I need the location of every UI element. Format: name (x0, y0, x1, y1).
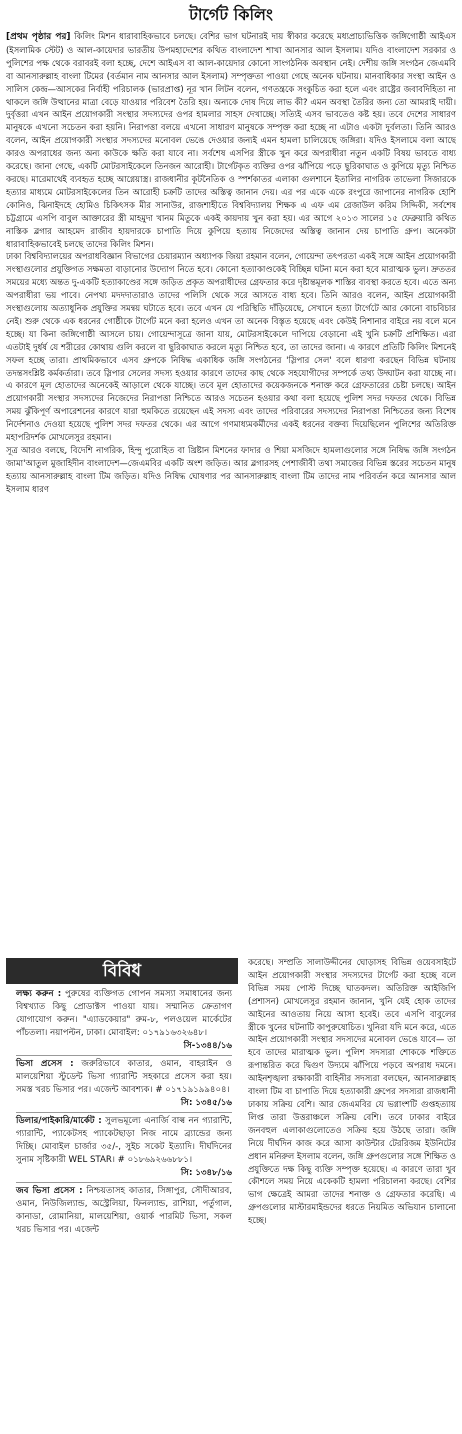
classifieds-box (6, 958, 238, 1430)
classified-ad (16, 1058, 232, 1097)
article-paragraph-3: সূত্র আরও বলছে, বিদেশি নাগরিক, হিন্দু পুরোহিত বা খ্রিষ্টান মিশনের ফাদার ও শিয়া মসজিদে হামলাগুলোর সঙ্গে নিষিদ্ধ জঙ্গি সংগঠন জামা'আতুল মুজাহিদীন বাংলাদেশ—জেএমবির একটি অংশ জড়িত। আর ব্লগারসহ পেশাজীবী তথা সমাজের বিভিন্ন স্তরের সচেতন মানুষ হত্যায় আনসারুল্লাহ বাংলা টিম জড়িত। যদিও নিষিদ্ধ ঘোষণার পর আনসারুল্লাহ বাংলা টিম তাদের নাম পরিবর্তন করে আনসার আল ইসলাম ধারণ (6, 445, 456, 494)
classifieds-header: বিবিধ (6, 958, 238, 984)
ad-text: পুরুষের ব্যক্তিগত গোপন সমস্যা সমাধানের জন্য বিশ্বখ্যাত কিছু প্রোডাক্টস পাওয়া যায়। সম্মানিত ক্রেতাগণ যোগাযোগ করুন। "এ্যাডকেয়ার" রুম-৮, পলওয়েল মার্কেটের পাঁচতলা। নয়াপল্টন, ঢাকা। মোবাইল: ০১৭৯১৬৩২৬৪৮। (16, 989, 233, 1038)
article-paragraph-2: ঢাকা বিশ্ববিদ্যালয়ের অপরাধবিজ্ঞান বিভাগের চেয়ারম্যান অধ্যাপক জিয়া রহমান বলেন, গোয়েন্দা তৎপরতা একই সঙ্গে আইন প্রয়োগকারী সংস্থাগুলোর প্রযুক্তিগত সক্ষমতা বাড়ানোর উদ্যোগ নিতে হবে। কোনো হত্যাকাণ্ডকেই বিচ্ছিন্ন ঘটনা মনে করা হবে মারাত্মক ভুল। দ্রুততর সময়ের মধ্যে অন্তত দু-একটি হত্যাকাণ্ডের সঙ্গে জড়িত প্রকৃত অপরাধীদের গ্রেফতার করে দৃষ্টান্তমূলক শাস্তির ব্যবস্থা করতে হবে। এতে অন্য অপরাধীরা ভয় পাবে। নেপথ্য মদদদাতারাও তাদের পলিসি থেকে সরে আসতে বাধ্য হবে। তিনি আরও বলেন, আইন প্রয়োগকারী সংস্থাগুলোয় অত্যাধুনিক প্রযুক্তির সমন্বয় ঘটাতে হবে। তবে এখন যে পরিস্থিতি দাঁড়িয়েছে, সেখানে হত্যা টার্গেটে আর কোনো বাচবিচার নেই। শুরু থেকে এক ধরনের গোষ্ঠীকে টার্গেট মনে করা হলেও এখন তা অনেক বিস্তৃত হয়েছে এবং কেউই নিশানার বাইরে নয় বলে মনে হচ্ছে। যা কিনা জঙ্গিগোষ্ঠী আসলে চায়। গোয়েন্দাসূত্রে জানা যায়, মোটরসাইকেলে দাপিয়ে বেড়ানো এই খুনি চক্রটি প্রশিক্ষিত। এরা এতটাই দুর্ধর্ষ যে শরীরের কোথায় গুলি করলে বা ছুরিকাঘাত করলে মৃত্যু নিশ্চিত হবে, তা তাদের জানা। এ কারণে প্রতিটি কিলিং মিশনেই সফল হচ্ছে তারা। প্রাথমিকভাবে এসব গ্রুপকে নিষিদ্ধ একাধিক জঙ্গি সংগঠনের 'স্লিপার সেল' বলে ধারণা করছেন বিভিন্ন ঘটনায় তদন্তসংশ্লিষ্ট কর্মকর্তারা। তবে স্লিপার সেলের সদস্য হওয়ার কারণে তাদের কাছ থেকে সহযোগীদের সম্পর্কে তথ্য উদ্ঘাটন করা যাচ্ছে না। এ কারণে মূল হোতাদের অনেকেই আড়ালে থেকে যাচ্ছে। তবে মূল হোতাদের কয়েকজনকে শনাক্ত করে গ্রেফতারের চেষ্টা চলছে। আইন প্রয়োগকারী সংস্থার সদস্যদের নিজেদের নিরাপত্তা নিশ্চিতে আরও সচেতন হওয়ার কথা বলা হয়েছে পুলিশ সদর দফতর থেকে। বিভিন্ন সময় ঝুঁকিপূর্ণ অপারেশনের কারণে যারা হুমকিতে রয়েছেন এই সদস্য এবং তাদের পরিবারের সদস্যদের নিরাপত্তা নিশ্চিতের জন্য বিশেষ নির্দেশনাও দেওয়া হয়েছে পুলিশ সদর দফতর থেকে। এর আগে গণমাধ্যমকর্মীদের একই ধরনের বক্তব্য দিয়েছিলেন পুলিশের অতিরিক্ত মহাপরিদর্শক মোখলেসুর রহমান। (6, 251, 456, 443)
ad-reference: সি-১৩৪৪/১৬ (183, 1041, 232, 1051)
ad-reference: সি: ১৩৪৮/১৬ (180, 1168, 232, 1178)
continued-tag: [প্রথম পৃষ্ঠার পর] (6, 32, 71, 42)
ad-title: জব ভিসা প্রসেস : (16, 1186, 83, 1196)
ad-text: নিশ্চয়তাসহ কাতার, সিঙ্গাপুর, সৌদীআরব, ওমান, নিউজিল্যান্ড, অস্ট্রেলিয়া, ফিনল্যান্ড, রাশিয়া, পর্তুগাল, কানাডা, রোমানিয়া, মালয়েশিয়া, ওয়ার্ক পারমিট ভিসা, সকল খরচ ভিসার পর। এজেন্ট (16, 1186, 233, 1235)
article-paragraph-4: করেছে। সম্প্রতি সালাউদ্দীনের ঘোড়াসহ বিভিন্ন ওয়েবসাইটে আইন প্রয়োগকারী সংস্থার সদস্যদের টার্গেট করা হচ্ছে বলে বিভিন্ন সময় পোস্ট দিচ্ছে ঘাতকদল। অতিরিক্ত আইজিপি (প্রশাসন) মোখলেসুর রহমান জানান, খুনি যেই হোক তাদের আইনের আওতায় নিয়ে আসা হবেই। তবে এসপি বাবুলের স্ত্রীকে খুনের ঘটনাটি কাপুরুষোচিত। খুনিরা যদি মনে করে, এতে আইন প্রয়োগকারী সংস্থার সদস্যদের মনোবল ভেঙে যাবে— তা হবে তাদের মারাত্মক ভুল। পুলিশ সদস্যরা শোককে শক্তিতে রূপান্তরিত করে দ্বিগুণ উদ্যমে ঝাঁপিয়ে পড়বে অপরাধ দমনে। আইনশৃঙ্খলা রক্ষাকারী বাহিনীর সদস্যরা বলছেন, আনসারুল্লাহ বাংলা টিম বা চাপাতি দিয়ে হত্যাকারী গ্রুপের সদস্যরা রাজধানী ঢাকায় সক্রিয় বেশি। আর জেএমবির যে ভগ্নাংশটি গুপ্তহত্যায় লিপ্ত তারা উত্তরাঞ্চলে সক্রিয় বেশি। তবে ঢাকার বাইরে জনবহুল এলাকাগুলোতেও সক্রিয় হয়ে উঠছে তারা। জঙ্গি নিয়ে দীর্ঘদিন কাজ করে আসা কাউন্টার টেররিজম ইউনিটের প্রধান মনিরুল ইসলাম বলেন, জঙ্গি গ্রুপগুলোর সঙ্গে শিক্ষিত ও প্রযুক্তিতে দক্ষ কিছু ব্যক্তি সম্পৃক্ত হয়েছে। এ কারণে তারা খুব কৌশলে সময় নিয়ে একেকটি হামলা পরিচালনা করছে। বেশির ভাগ ক্ষেত্রেই আমরা তাদের শনাক্ত ও গ্রেফতার করেছি। এ গ্রুপগুলোর মাস্টারমাইন্ডদের ধরতে নিয়মিত অভিযান চালানো হচ্ছে। (248, 957, 456, 1226)
ad-divider (16, 1182, 232, 1183)
classified-ad (16, 1115, 232, 1167)
article-body-continued (248, 956, 456, 1428)
ad-text: জরুরিভাবে কাতার, ওমান, বাহরাইন ও মালয়েশিয়া স্টুডেন্ট ভিসা গ্যারান্টি সহকারে প্রসেস করা হয়। সমস্ত খরচ ভিসার পর। এজেন্ট আবশ্যক। # ০১৭১৯১৯৯৪০৪। (16, 1059, 232, 1095)
article-text-1: কিলিং মিশন ধারাবাহিকভাবে চলছে। বেশির ভাগ ঘটনারই দায় স্বীকার করেছে মধ্যপ্রাচ্যভিত্তিক জঙ্গিগোষ্ঠী আইএস (ইসলামিক স্টেট) ও আল-কায়েদার ভারতীয় উপমহাদেশের কথিত বাংলাদেশ শাখা আনসার আল ইসলাম। যদিও বাংলাদেশ সরকার ও পুলিশের পক্ষ থেকে বরাবরই বলা হচ্ছে, দেশে আইএস বা আল-কায়েদার কোনো সাংগঠনিক অবস্থান নেই। দেশীয় জঙ্গি সংগঠন জেএমবি বা আনসারুল্লাহ বাংলা টিমের (বর্তমান নাম আনসার আল ইসলাম) সম্পৃক্ততা পাওয়া গেছে অনেক ঘটনায়। মানবাধিকার সংস্থা আইন ও সালিস কেন্দ্র—আসকের নির্বাহী পরিচালক (ভারপ্রাপ্ত) নূর খান লিটন বলেন, গণতন্ত্রকে সংকুচিত করা হলে এবং রাষ্ট্রের জবাবদিহিতা না থাকলে জঙ্গি উত্থানের মাত্রা বেড়ে যাওয়ার পরিবেশ তৈরি হয়। অন্যকে দোষ দিয়ে লাভ কী? এমন অবস্থা তৈরির জন্য তো আমরাই দায়ী। দুর্বৃত্তরা এখন আইন প্রয়োগকারী সংস্থার সদস্যদের ওপর হামলার সাহস দেখাচ্ছে। সত্যিই এসব ভাবতেও কষ্ট হয়। তবে দেশের সাধারণ মানুষকে এখনো সচেতন করা হয়নি। নিরাপত্তা বলয়ে এখনো সাধারণ মানুষকে সম্পৃক্ত করা হচ্ছে না এটাও একটা দুর্বলতা। তিনি আরও বলেন, আইন প্রয়োগকারী সংস্থার সদস্যদের মনোবল ভেঙে দেওয়ার জন্যই এমন হামলা চালিয়েছে জঙ্গিরা। যদিও ইসলামে বলা আছে কারও অপরাধের জন্য অন্য কাউকে ক্ষতি করা যাবে না। সর্বশেষ এসপির স্ত্রীকে খুন করে অপরাধীরা নতুন একটি বিষয় ভাবতে বাধ্য করেছে। জানা গেছে, একটি মোটরসাইকেলে তিনজন আরোহী। টার্গেটকৃত ব্যক্তির ওপর ঝাঁপিয়ে পড়ে ছুরিকাঘাত ও কুপিয়ে মৃত্যু নিশ্চিত করছে। মারেমাথেই ব্যবহৃত হচ্ছে আগ্নেয়াস্ত্র। রাজধানীর কূটনৈতিক ও স্পর্শকাতর এলাকা গুলশানে ইতালির নাগরিক তাভেলা সিজারকে হত্যার মাধ্যমে মোটরসাইকেলের তিন আরোহী চক্রটি তাদের অস্তিত্ব জানান দেয়। এর পর একে একে রংপুরে জাপানের নাগরিক হোশি কোনিও, ঝিনাইদহে হোমিও চিকিৎসক মীর সানাউর, রাজশাহীতে বিশ্ববিদ্যালয় শিক্ষক এ এফ এম রেজাউল করিম সিদ্দিকী, সর্বশেষ চট্টগ্রামে এসপি বাবুল আক্তারের স্ত্রী মাহমুদা খানম মিতুকে একই কায়দায় খুন করা হয়। এর আগে ২০১৩ সালের ১৫ ফেব্রুয়ারি কথিত নাস্তিক ব্লগার আহমেদ রাজীব হায়দারকে চাপাতি দিয়ে কুপিয়ে হত্যায় নিজেদের অস্তিত্ব জানান দেয় চাপাতি গ্রুপ। অনেকটা ধারাবাহিকভাবেই চলছে তাদের কিলিং মিশন। (6, 31, 456, 249)
ad-title: ভিসা প্রসেস : (16, 1059, 74, 1069)
article-body-main (6, 30, 456, 955)
classifieds-list (6, 984, 238, 1237)
ad-title: ডিলার/পাইকারি/মার্কেট : (16, 1116, 102, 1126)
classified-ad (16, 1185, 232, 1237)
ad-reference: সি: ১৩৪৫/১৬ (180, 1098, 232, 1108)
ad-divider (16, 1112, 232, 1113)
classified-ad (16, 988, 232, 1040)
article-headline: টার্গেট কিলিং (189, 5, 273, 24)
ad-divider (16, 1055, 232, 1056)
ad-text: সুলভমূল্যে এনার্জি বাল্ব নন গ্যারান্টি, গ্যারান্টি, প্যাকেটসহ প্যাকেটছাড়া নিজ নামে ব্র্যান্ডের জন্য দিচ্ছি। মোবাইল চার্জার ৩৫/-, সুইচ সকেট ইত্যাদি। দীর্ঘদিনের সুনাম সৃষ্টিকারী WEL STAR। # ০১৮৬৯২৬৬৮৮১। (16, 1116, 233, 1165)
article-paragraph-1 (6, 30, 456, 250)
ad-title: লক্ষ্য করুন : (16, 989, 62, 999)
